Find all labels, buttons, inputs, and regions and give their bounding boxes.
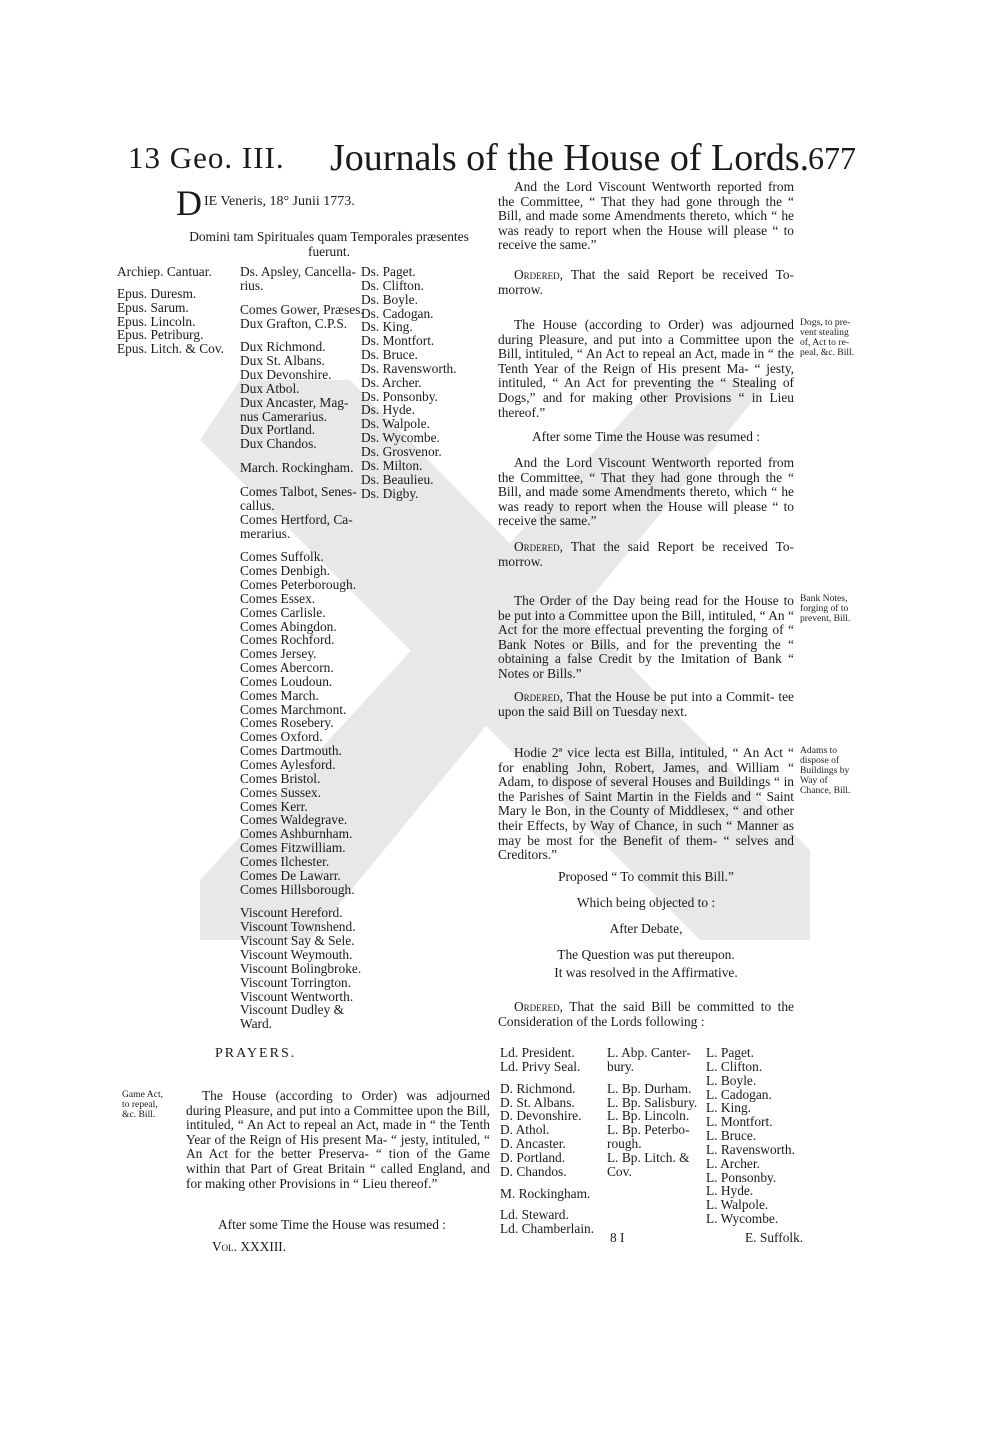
resolved-line: It was resolved in the Affirmative. bbox=[554, 965, 738, 980]
lord-entry: Ds. Boyle. bbox=[361, 291, 418, 307]
volume-label: Vol. XXXIII. bbox=[212, 1239, 287, 1254]
ordered-text: That the said Bill be committed to the Consideration of the Lords following : bbox=[498, 999, 794, 1029]
ordered-bank-notes bbox=[498, 690, 794, 719]
lord-entry: Comes Ashburnham. bbox=[240, 826, 353, 842]
margin-note-line: of, Act to re- bbox=[800, 337, 850, 348]
lord-entry: L. Paget. bbox=[706, 1045, 754, 1060]
lord-entry: L. Hyde. bbox=[706, 1183, 754, 1199]
present-heading-line: fuerunt. bbox=[307, 244, 351, 259]
lord-entry: L. Archer. bbox=[706, 1155, 760, 1171]
lord-entry: nus Camerarius. bbox=[240, 408, 328, 424]
lord-entry: L. Walpole. bbox=[706, 1197, 769, 1213]
ordered-report-2 bbox=[498, 540, 794, 569]
lord-entry: Comes Oxford. bbox=[240, 729, 323, 745]
lord-entry: Dux Richmond. bbox=[240, 339, 326, 355]
adams-bill-paragraph: Hodie 2ª vice lecta est Billa, intituled, “ An Act “ for enabling John, Robert, James, and William “ Adam, to dispose of several Houses and Buildings “ in the Parishes of Saint Martin in the Fields and “ Saint Mary le Bon, in the County of Middlesex, “ and other their Effects, by Way of Chance, in such “ Manner as may be most for the Benefit of them- “ selves and Creditors.” bbox=[498, 745, 794, 863]
lord-entry: Dux Portland. bbox=[240, 422, 316, 438]
margin-note-line: peal, &c. Bill. bbox=[800, 347, 855, 358]
lord-entry: Dux St. Albans. bbox=[240, 353, 325, 369]
lord-entry: Epus. Litch. & Cov. bbox=[117, 341, 224, 357]
lord-entry: Ds. Digby. bbox=[361, 485, 419, 501]
margin-note-line: Adams to bbox=[800, 745, 838, 756]
ordered-lead: Ordered, bbox=[514, 267, 564, 282]
lord-entry: Comes Carlisle. bbox=[240, 604, 326, 620]
lord-entry: Ld. Privy Seal. bbox=[500, 1058, 581, 1074]
date-dropcap: D bbox=[176, 183, 202, 223]
lord-entry: Ds. Apsley, Cancella- bbox=[240, 264, 356, 279]
lord-entry: Comes March. bbox=[240, 687, 319, 703]
lord-entry: Comes Dartmouth. bbox=[240, 743, 342, 759]
lord-entry: Viscount Torrington. bbox=[240, 974, 352, 990]
lord-entry: Dux Chandos. bbox=[240, 436, 317, 452]
lord-entry: L. Montfort. bbox=[706, 1114, 773, 1130]
lord-entry: Ds. Hyde. bbox=[361, 402, 415, 418]
margin-note-line: Bank Notes, bbox=[800, 593, 848, 604]
lord-entry: Comes Ilchester. bbox=[240, 853, 330, 869]
ordered-text: That the said Report be received To- morrow. bbox=[498, 539, 794, 569]
lord-entry: L. Cadogan. bbox=[706, 1086, 772, 1102]
question-line: The Question was put thereupon. bbox=[557, 947, 735, 962]
lord-entry: L. Clifton. bbox=[706, 1058, 763, 1074]
lord-entry: L. Boyle. bbox=[706, 1072, 757, 1088]
margin-note-line: prevent, Bill. bbox=[800, 613, 851, 624]
lord-entry: Viscount Hereford. bbox=[240, 905, 343, 921]
dogs-margin-note bbox=[800, 318, 870, 358]
lord-entry: Ld. Chamberlain. bbox=[500, 1221, 595, 1237]
margin-note-line: vent stealing bbox=[800, 327, 849, 338]
lord-entry: Ds. Archer. bbox=[361, 374, 422, 390]
spiritual-lords-list bbox=[117, 265, 224, 356]
lord-entry: Comes Suffolk. bbox=[240, 549, 324, 565]
margin-note-line: Buildings by bbox=[800, 765, 850, 776]
page-header-left: 13 Geo. III. bbox=[128, 140, 285, 175]
proposed-line: Proposed “ To commit this Bill.” bbox=[558, 869, 734, 884]
margin-note-line: Dogs, to pre- bbox=[800, 317, 851, 328]
present-heading bbox=[176, 229, 482, 259]
ordered-lead: Ordered, bbox=[514, 689, 564, 704]
lord-entry: L. Wycombe. bbox=[706, 1211, 779, 1227]
lord-entry: Dux Ancaster, Mag- bbox=[240, 394, 349, 410]
ordered-lead: Ordered, bbox=[514, 999, 564, 1014]
dogs-paragraph: The House (according to Order) was adjourned during Pleasure, and put into a Committee upon the Bill, intituled, “ An Act to repeal an Act, made in “ the Tenth Year of the Reign of His present Ma- “ jesty, intituled, “ An Act for preventing the “ Stealing of Dogs,” and for making other Provisions “ in Lieu thereof.” bbox=[498, 317, 794, 420]
lord-entry: Viscount Dudley & bbox=[240, 1002, 345, 1018]
date-text: IE Veneris, 18° Junii 1773. bbox=[204, 194, 355, 209]
lord-entry: D. Ancaster. bbox=[500, 1136, 566, 1152]
lord-entry: Dux Grafton, C.P.S. bbox=[240, 315, 348, 331]
lord-entry: M. Rockingham. bbox=[500, 1185, 591, 1201]
lord-entry: March. Rockingham. bbox=[240, 460, 354, 476]
lord-entry: Viscount Say & Sele. bbox=[240, 933, 355, 949]
lord-entry: Comes Waldegrave. bbox=[240, 812, 348, 828]
page-header-title: Journals of the House of Lords. bbox=[330, 137, 810, 179]
lord-entry: Epus. Lincoln. bbox=[117, 313, 196, 329]
lord-entry: rough. bbox=[607, 1136, 642, 1152]
lord-entry: Dux Atbol. bbox=[240, 380, 300, 396]
lord-entry: L. Ponsonby. bbox=[706, 1169, 777, 1185]
lord-entry: rius. bbox=[240, 277, 264, 293]
lord-entry: D. St. Albans. bbox=[500, 1094, 575, 1110]
margin-note-line: &c. Bill. bbox=[122, 1109, 156, 1120]
lord-entry: Ds. Clifton. bbox=[361, 277, 424, 293]
lord-entry: Comes Fitzwilliam. bbox=[240, 840, 346, 856]
lord-entry: D. Devonshire. bbox=[500, 1108, 582, 1124]
lord-entry: Comes Talbot, Senes- bbox=[240, 483, 357, 499]
lord-entry: Comes Sussex. bbox=[240, 784, 322, 800]
lord-entry: Comes Abingdon. bbox=[240, 618, 337, 634]
lord-entry: Viscount Wentworth. bbox=[240, 988, 354, 1004]
lord-entry: Comes Bristol. bbox=[240, 770, 321, 786]
lord-entry: merarius. bbox=[240, 525, 291, 541]
lord-entry: Epus. Petriburg. bbox=[117, 327, 204, 343]
lord-entry: Comes Loudoun. bbox=[240, 673, 333, 689]
lord-entry: L. Bp. Peterbo- bbox=[607, 1122, 690, 1138]
ordered-report-1 bbox=[498, 268, 794, 297]
game-resumed-line: After some Time the House was resumed : bbox=[218, 1217, 446, 1232]
game-act-margin-note bbox=[122, 1090, 182, 1120]
lord-entry: Dux Devonshire. bbox=[240, 367, 332, 383]
date-line bbox=[176, 183, 476, 223]
barons-list bbox=[361, 265, 457, 500]
lord-entry: Ld. Steward. bbox=[500, 1207, 569, 1223]
lord-entry: Ds. Cadogan. bbox=[361, 305, 434, 321]
committee-column-1 bbox=[500, 1046, 594, 1236]
lord-entry: Epus. Sarum. bbox=[117, 299, 189, 315]
margin-note-line: Game Act, bbox=[122, 1089, 164, 1100]
lord-entry: Ds. Walpole. bbox=[361, 416, 430, 432]
wentworth-report-2: And the Lord Viscount Wentworth reported from the Committee, “ That they had gone through the “ Bill, and made some Amendments thereto, which “ he was ready to report when the House will please “ to receive the same.” bbox=[498, 455, 794, 529]
lord-entry: L. Bp. Salisbury. bbox=[607, 1094, 698, 1110]
lord-entry: Ld. President. bbox=[500, 1045, 575, 1060]
lord-entry: Ds. Wycombe. bbox=[361, 430, 440, 446]
lord-entry: Viscount Bolingbroke. bbox=[240, 960, 362, 976]
lord-entry: Ds. Beaulieu. bbox=[361, 471, 434, 487]
debate-line: After Debate, bbox=[609, 921, 683, 936]
lord-entry: Archiep. Cantuar. bbox=[117, 264, 212, 279]
objected-line: Which being objected to : bbox=[576, 895, 716, 910]
lord-entry: Ds. Montfort. bbox=[361, 333, 435, 349]
lord-entry: Cov. bbox=[607, 1163, 632, 1179]
lord-entry: Ward. bbox=[240, 1016, 273, 1032]
adams-margin-note bbox=[800, 746, 870, 796]
temporal-lords-list bbox=[240, 265, 364, 1031]
lord-entry: L. Bp. Durham. bbox=[607, 1080, 692, 1096]
margin-note-line: forging of to bbox=[800, 603, 849, 614]
signature-mark: 8 I bbox=[610, 1230, 625, 1245]
lord-entry: Comes Rochford. bbox=[240, 632, 335, 648]
lord-entry: Viscount Weymouth. bbox=[240, 946, 353, 962]
lord-entry: L. Abp. Canter- bbox=[607, 1045, 691, 1060]
bank-notes-margin-note bbox=[800, 594, 870, 624]
lord-entry: D. Richmond. bbox=[500, 1080, 576, 1096]
lord-entry: Ds. Bruce. bbox=[361, 347, 418, 363]
lord-entry: L. King. bbox=[706, 1100, 752, 1116]
lord-entry: Comes Denbigh. bbox=[240, 563, 331, 579]
present-heading-line: Domini tam Spirituales quam Temporales præsentes bbox=[189, 229, 469, 244]
lord-entry: Ds. Paget. bbox=[361, 264, 416, 279]
lord-entry: D. Portland. bbox=[500, 1149, 566, 1165]
lord-entry: Comes De Lawarr. bbox=[240, 867, 341, 883]
lord-entry: L. Bruce. bbox=[706, 1128, 757, 1144]
committee-column-2 bbox=[607, 1046, 697, 1179]
lord-entry: L. Bp. Litch. & bbox=[607, 1149, 690, 1165]
lord-entry: Viscount Townshend. bbox=[240, 919, 356, 935]
ordered-lead: Ordered, bbox=[514, 539, 564, 554]
catchword: E. Suffolk. bbox=[745, 1230, 804, 1245]
margin-note-line: to repeal, bbox=[122, 1099, 158, 1110]
lord-entry: L. Ravensworth. bbox=[706, 1141, 795, 1157]
lord-entry: callus. bbox=[240, 497, 275, 513]
lord-entry: Comes Marchmont. bbox=[240, 701, 347, 717]
lord-entry: bury. bbox=[607, 1058, 635, 1074]
margin-note-line: dispose of bbox=[800, 755, 840, 766]
lord-entry: Ds. Grosvenor. bbox=[361, 443, 442, 459]
lord-entry: D. Athol. bbox=[500, 1122, 550, 1138]
lord-entry: Comes Aylesford. bbox=[240, 757, 336, 772]
lord-entry: Comes Jersey. bbox=[240, 646, 317, 662]
bank-notes-paragraph: The Order of the Day being read for the House to be put into a Committee upon the Bill, intituled, “ An “ Act for the more effectual preventing the forging of “ Bank Notes or Bills, and for the preventing the “ obtaining a false Credit by the Imitation of Bank “ Notes or Bills.” bbox=[498, 593, 794, 681]
game-act-paragraph: The House (according to Order) was adjourned during Pleasure, and put into a Committee upon the Bill, intituled, “ An Act to repeal an Act, made in “ the Tenth Year of the Reign of His present Ma- “ jesty, intituled, “ An Act for the better Preserva- “ tion of the Game within that Part of Great Britain “ called England, and for making other Provisions in “ Lieu thereof.” bbox=[186, 1088, 490, 1191]
lord-entry: Comes Kerr. bbox=[240, 798, 308, 814]
lord-entry: Ds. Milton. bbox=[361, 457, 423, 473]
dogs-resumed-line: After some Time the House was resumed : bbox=[532, 429, 760, 444]
ordered-text: That the said Report be received To- morrow. bbox=[498, 267, 794, 297]
ordered-text: That the House be put into a Commit- tee upon the said Bill on Tuesday next. bbox=[498, 689, 794, 719]
committee-column-3 bbox=[706, 1046, 795, 1226]
lord-entry: Ds. Ravensworth. bbox=[361, 360, 457, 376]
margin-note-line: Way of bbox=[800, 775, 828, 786]
lord-entry: L. Bp. Lincoln. bbox=[607, 1108, 690, 1124]
lord-entry: Comes Essex. bbox=[240, 590, 316, 606]
lord-entry: Ds. Ponsonby. bbox=[361, 388, 438, 404]
page-number: 677 bbox=[808, 140, 856, 176]
lord-entry: D. Chandos. bbox=[500, 1163, 567, 1179]
lord-entry: Comes Hertford, Ca- bbox=[240, 511, 353, 527]
lord-entry: Comes Gower, Præses. bbox=[240, 301, 364, 317]
lord-entry: Comes Hillsborough. bbox=[240, 881, 355, 897]
lord-entry: Ds. King. bbox=[361, 319, 413, 335]
lord-entry: Comes Rosebery. bbox=[240, 715, 334, 731]
ordered-committee bbox=[498, 1000, 794, 1029]
margin-note-line: Chance, Bill. bbox=[800, 785, 851, 796]
lord-entry: Epus. Duresm. bbox=[117, 285, 197, 301]
lord-entry: Comes Abercorn. bbox=[240, 660, 334, 676]
wentworth-report-1: And the Lord Viscount Wentworth reported from the Committee, “ That they had gone through the “ Bill, and made some Amendments thereto, which “ he was ready to report when the House will please “ to receive the same.” bbox=[498, 179, 794, 253]
lord-entry: Comes Peterborough. bbox=[240, 577, 357, 593]
prayers-heading: PRAYERS. bbox=[215, 1046, 297, 1061]
